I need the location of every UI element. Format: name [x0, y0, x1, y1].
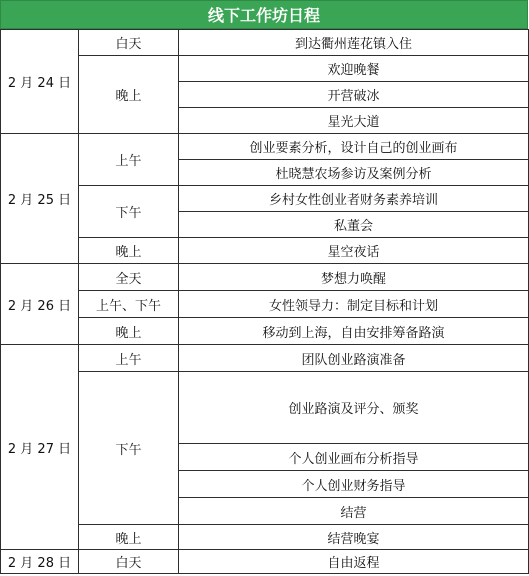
schedule-row [1, 525, 529, 550]
activity-cell: 个人创业财务指导 [179, 471, 529, 498]
time-slot-cell: 晚上 [79, 238, 179, 264]
time-slot-cell: 晚上 [79, 525, 179, 550]
activity-cell: 创业路演及评分、颁奖 [179, 372, 529, 444]
schedule-row [1, 264, 529, 291]
schedule-table [0, 29, 529, 574]
activity-cell: 星光大道 [179, 108, 529, 134]
schedule-row [1, 186, 529, 212]
day-date-cell: 2 月 28 日 [1, 550, 79, 574]
activity-cell: 欢迎晚餐 [179, 56, 529, 82]
time-slot-cell: 下午 [79, 186, 179, 238]
activity-cell: 自由返程 [179, 550, 529, 574]
schedule-row [1, 56, 529, 82]
schedule-row [1, 345, 529, 372]
schedule-row [1, 30, 529, 56]
schedule-row [1, 238, 529, 264]
activity-cell: 开营破冰 [179, 82, 529, 108]
schedule-row [1, 372, 529, 444]
time-slot-cell: 白天 [79, 550, 179, 574]
activity-cell: 个人创业画布分析指导 [179, 444, 529, 471]
time-slot-cell: 晚上 [79, 318, 179, 345]
time-slot-cell: 上午 [79, 134, 179, 186]
time-slot-cell: 白天 [79, 30, 179, 56]
activity-cell: 梦想力唤醒 [179, 264, 529, 291]
activity-cell: 结营晚宴 [179, 525, 529, 550]
activity-cell: 结营 [179, 498, 529, 525]
activity-cell: 创业要素分析，设计自己的创业画布 [179, 134, 529, 160]
schedule-row [1, 318, 529, 345]
activity-cell: 杜晓慧农场参访及案例分析 [179, 160, 529, 186]
time-slot-cell: 下午 [79, 372, 179, 525]
activity-cell: 团队创业路演准备 [179, 345, 529, 372]
schedule-title: 线下工作坊日程 [0, 0, 528, 29]
time-slot-cell: 上午、下午 [79, 291, 179, 318]
time-slot-cell: 晚上 [79, 56, 179, 134]
day-date-cell: 2 月 25 日 [1, 134, 79, 264]
schedule-row [1, 550, 529, 574]
schedule-row [1, 134, 529, 160]
activity-cell: 移动到上海，自由安排筹备路演 [179, 318, 529, 345]
activity-cell: 星空夜话 [179, 238, 529, 264]
day-date-cell: 2 月 27 日 [1, 345, 79, 550]
activity-cell: 到达衢州莲花镇入住 [179, 30, 529, 56]
time-slot-cell: 上午 [79, 345, 179, 372]
day-date-cell: 2 月 24 日 [1, 30, 79, 134]
schedule-row [1, 291, 529, 318]
activity-cell: 私董会 [179, 212, 529, 238]
activity-cell: 女性领导力：制定目标和计划 [179, 291, 529, 318]
activity-cell: 乡村女性创业者财务素养培训 [179, 186, 529, 212]
day-date-cell: 2 月 26 日 [1, 264, 79, 345]
time-slot-cell: 全天 [79, 264, 179, 291]
